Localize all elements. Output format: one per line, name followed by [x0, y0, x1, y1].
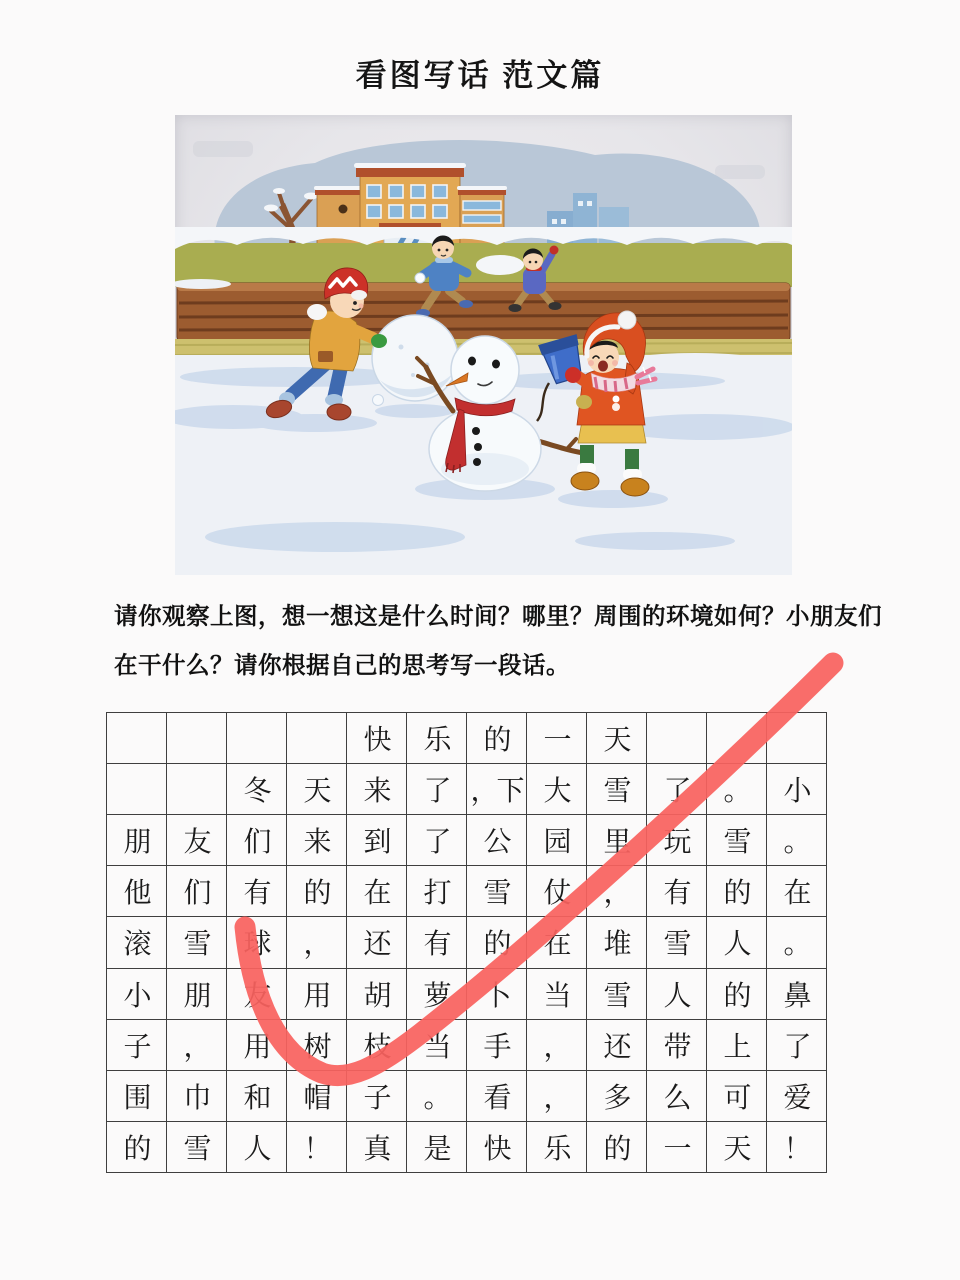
- grid-cell: ，下: [467, 764, 527, 815]
- winter-scene-illustration: [175, 115, 792, 575]
- grid-cell: 玩: [647, 815, 707, 866]
- writing-grid: [106, 712, 819, 1173]
- grid-cell: 到: [347, 815, 407, 866]
- grid-cell: 天: [287, 764, 347, 815]
- grid-row: [107, 1121, 827, 1172]
- grid-cell: 小: [107, 968, 167, 1019]
- grid-cell: 的: [107, 1121, 167, 1172]
- grid-cell: ，: [527, 1070, 587, 1121]
- grid-cell: 巾: [167, 1070, 227, 1121]
- grid-cell: ，: [287, 917, 347, 968]
- grid-cell: 萝: [407, 968, 467, 1019]
- grid-cell: 有: [647, 866, 707, 917]
- grid-cell: 朋: [107, 815, 167, 866]
- grid-cell: 有: [227, 866, 287, 917]
- grid-cell: 们: [167, 866, 227, 917]
- grid-cell: [107, 764, 167, 815]
- grid-cell: 人: [227, 1121, 287, 1172]
- grid-cell: 可: [707, 1070, 767, 1121]
- grid-cell: 来: [347, 764, 407, 815]
- grid-cell: 帽: [287, 1070, 347, 1121]
- grid-cell: 上: [707, 1019, 767, 1070]
- grid-cell: 雪: [467, 866, 527, 917]
- grid-cell: [647, 713, 707, 764]
- grid-cell: 公: [467, 815, 527, 866]
- grid-cell: 仗: [527, 866, 587, 917]
- grid-cell: 天: [587, 713, 647, 764]
- grid-cell: 大: [527, 764, 587, 815]
- grid-row: [107, 968, 827, 1019]
- grid-row: [107, 1019, 827, 1070]
- grid-cell: 。: [707, 764, 767, 815]
- grid-cell: 围: [107, 1070, 167, 1121]
- grid-cell: 园: [527, 815, 587, 866]
- grid-cell: 一: [647, 1121, 707, 1172]
- grid-cell: 的: [467, 713, 527, 764]
- grid-cell: 带: [647, 1019, 707, 1070]
- grid-cell: 天: [707, 1121, 767, 1172]
- instruction-line-2: 在干什么？请你根据自己的思考写一段话。: [114, 653, 570, 679]
- grid-cell: [707, 713, 767, 764]
- grid-cell: 的: [707, 866, 767, 917]
- grid-cell: 他: [107, 866, 167, 917]
- grid-cell: 树: [287, 1019, 347, 1070]
- grid-cell: 当: [527, 968, 587, 1019]
- grid-cell: 鼻: [767, 968, 827, 1019]
- grid-cell: 看: [467, 1070, 527, 1121]
- grid-cell: 。: [407, 1070, 467, 1121]
- grid-cell: ！: [287, 1121, 347, 1172]
- grid-cell: 在: [347, 866, 407, 917]
- brown-fence: [175, 279, 790, 341]
- grid-cell: 乐: [407, 713, 467, 764]
- grid-cell: ，: [167, 1019, 227, 1070]
- grid-cell: 了: [407, 815, 467, 866]
- grid-cell: 还: [347, 917, 407, 968]
- grid-cell: 在: [767, 866, 827, 917]
- grid-cell: 手: [467, 1019, 527, 1070]
- page-title: 看图写话 范文篇: [355, 58, 605, 93]
- grid-cell: 冬: [227, 764, 287, 815]
- grid-cell: 子: [347, 1070, 407, 1121]
- grid-cell: 雪: [707, 815, 767, 866]
- grid-cell: 的: [707, 968, 767, 1019]
- grid-cell: 了: [767, 1019, 827, 1070]
- grid-cell: 子: [107, 1019, 167, 1070]
- grid-cell: ，: [587, 866, 647, 917]
- grid-cell: 人: [707, 917, 767, 968]
- grid-cell: 人: [647, 968, 707, 1019]
- grid-cell: 堆: [587, 917, 647, 968]
- grid-row: [107, 815, 827, 866]
- illustration-photo: [175, 115, 792, 575]
- grid-cell: 打: [407, 866, 467, 917]
- grid-row: [107, 866, 827, 917]
- grid-row: [107, 1070, 827, 1121]
- grid-cell: 还: [587, 1019, 647, 1070]
- grid-cell: 快: [467, 1121, 527, 1172]
- grid-cell: 的: [467, 917, 527, 968]
- grid-cell: 是: [407, 1121, 467, 1172]
- grid-cell: 。: [767, 917, 827, 968]
- grid-cell: ，: [527, 1019, 587, 1070]
- grid-cell: 枝: [347, 1019, 407, 1070]
- grid-cell: 球: [227, 917, 287, 968]
- grid-cell: [767, 713, 827, 764]
- grid-cell: [167, 713, 227, 764]
- grid-cell: 了: [407, 764, 467, 815]
- grid-cell: 了: [647, 764, 707, 815]
- grid-cell: [167, 764, 227, 815]
- grid-cell: 用: [227, 1019, 287, 1070]
- grid-cell: 爱: [767, 1070, 827, 1121]
- instruction-line-1: 请你观察上图，想一想这是什么时间？哪里？周围的环境如何？小朋友们: [114, 604, 882, 630]
- grid-cell: 里: [587, 815, 647, 866]
- grid-cell: 们: [227, 815, 287, 866]
- grid-cell: 和: [227, 1070, 287, 1121]
- grid-cell: 雪: [167, 917, 227, 968]
- grid-cell: ！: [767, 1121, 827, 1172]
- grid-cell: 雪: [587, 968, 647, 1019]
- grid-row: [107, 917, 827, 968]
- grid-cell: 多: [587, 1070, 647, 1121]
- writing-grid-table: [106, 712, 827, 1173]
- snow-hedge: [175, 227, 792, 287]
- grid-cell: 雪: [647, 917, 707, 968]
- grid-cell: 友: [167, 815, 227, 866]
- grid-row: [107, 713, 827, 764]
- grid-cell: 卜: [467, 968, 527, 1019]
- grid-cell: 么: [647, 1070, 707, 1121]
- grid-cell: 来: [287, 815, 347, 866]
- grid-cell: [227, 713, 287, 764]
- grid-cell: 雪: [167, 1121, 227, 1172]
- grid-cell: 的: [287, 866, 347, 917]
- grid-cell: 胡: [347, 968, 407, 1019]
- grid-cell: 一: [527, 713, 587, 764]
- grid-cell: [107, 713, 167, 764]
- grid-cell: 乐: [527, 1121, 587, 1172]
- grid-cell: 真: [347, 1121, 407, 1172]
- grid-cell: 的: [587, 1121, 647, 1172]
- grid-cell: 小: [767, 764, 827, 815]
- grid-cell: 用: [287, 968, 347, 1019]
- grid-cell: 有: [407, 917, 467, 968]
- grid-cell: 快: [347, 713, 407, 764]
- grid-cell: 在: [527, 917, 587, 968]
- grid-row: [107, 764, 827, 815]
- grid-cell: 朋: [167, 968, 227, 1019]
- grid-cell: [287, 713, 347, 764]
- grid-cell: 当: [407, 1019, 467, 1070]
- grid-cell: 滚: [107, 917, 167, 968]
- grid-cell: 友: [227, 968, 287, 1019]
- grid-cell: 。: [767, 815, 827, 866]
- grid-cell: 雪: [587, 764, 647, 815]
- snow-mound: [476, 255, 524, 275]
